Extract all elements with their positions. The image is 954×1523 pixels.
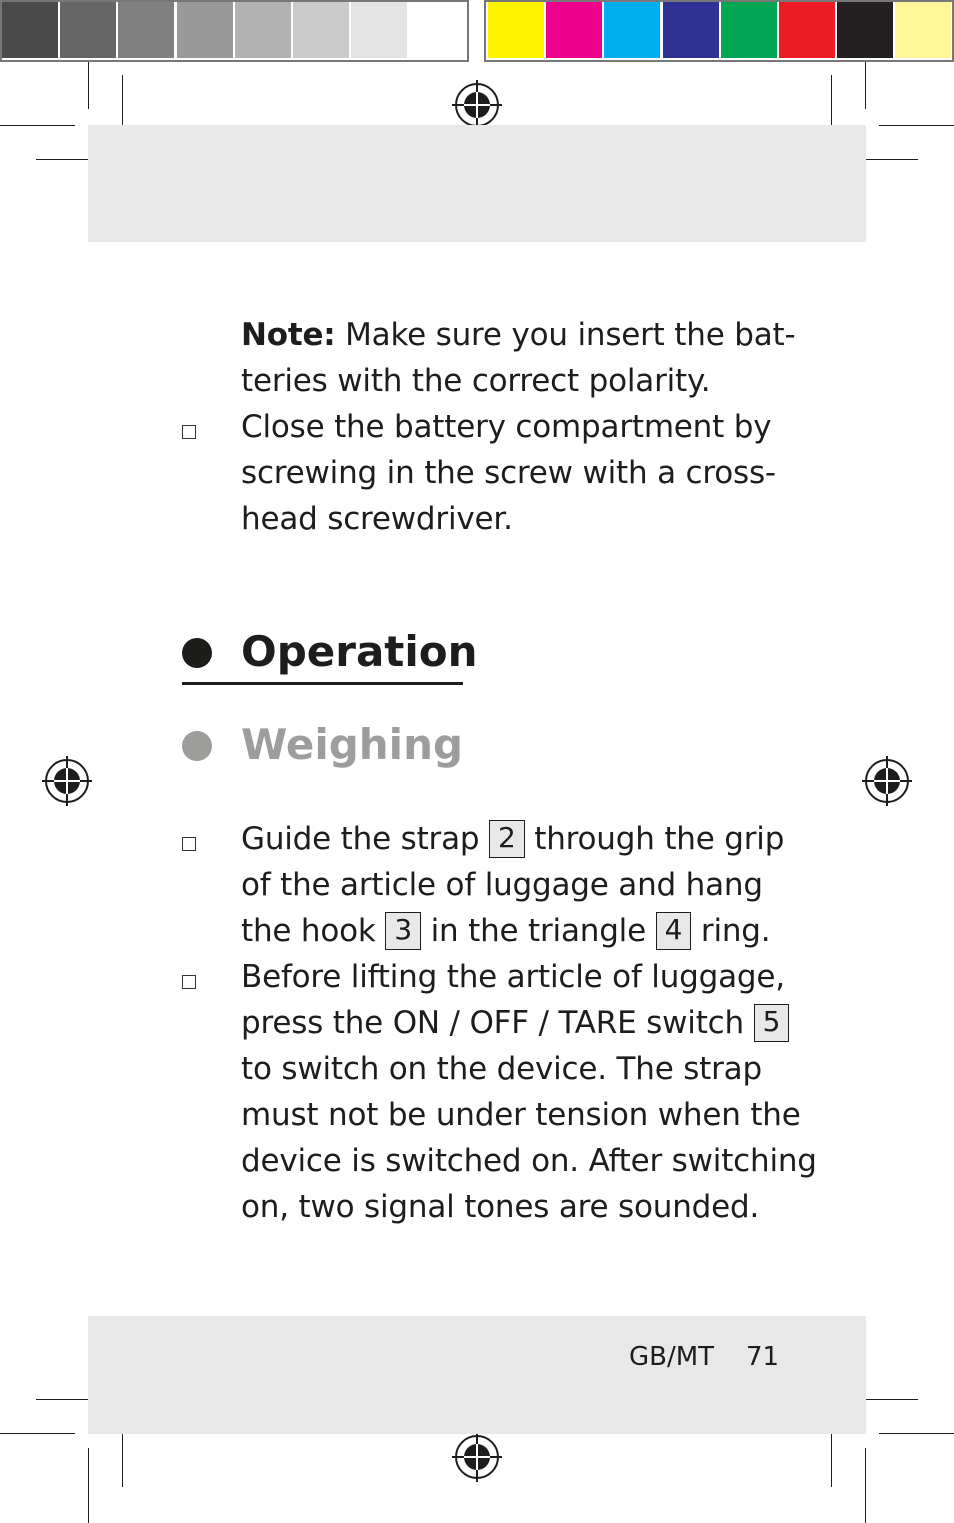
header-band: [88, 125, 866, 242]
checkbox-bullet-icon: [182, 837, 196, 851]
ref-number-strap: 2: [489, 820, 525, 858]
process-color-swatch: [488, 2, 544, 58]
ref-number-hook: 3: [385, 912, 421, 950]
registration-mark-icon: [452, 80, 502, 130]
registration-mark-icon: [862, 756, 912, 806]
section-dot-icon: [182, 638, 212, 668]
note-label: Note:: [241, 317, 336, 353]
gray-swatch: [177, 2, 233, 58]
gray-swatch: [60, 2, 116, 58]
gray-swatch: [2, 2, 58, 58]
footer-band: [88, 1316, 866, 1434]
gray-swatch: [409, 2, 465, 58]
ref-number-switch: 5: [754, 1004, 790, 1042]
lift-luggage-step: Before lifting the article of luggage, press the ON / OFF / TARE switch 5 to switch on the device. The strap must not be under tension when the device is switched on. After switching on, two signal tones are sounded.: [241, 959, 817, 1225]
close-battery-step: Close the battery compartment by screwing in the screw with a cross- head screwdriver.: [241, 409, 776, 537]
gray-swatch: [235, 2, 291, 58]
process-color-swatch: [663, 2, 719, 58]
section-heading-weighing: Weighing: [241, 720, 464, 769]
process-color-swatch: [721, 2, 777, 58]
gray-swatch: [293, 2, 349, 58]
page-number: 71: [746, 1342, 780, 1372]
footer-region-code: GB/MT: [629, 1342, 715, 1372]
process-color-swatch: [546, 2, 602, 58]
gray-swatch: [118, 2, 174, 58]
guide-strap-step: Guide the strap 2 through the grip of the article of luggage and hang the hook 3 in the triangle 4 ring.: [241, 821, 785, 949]
heading-underline: [182, 682, 463, 685]
section-heading-operation: Operation: [241, 627, 478, 676]
gray-swatch: [351, 2, 407, 58]
process-color-swatch: [604, 2, 660, 58]
note-paragraph: Note: Make sure you insert the bat- teries with the correct polarity.: [241, 317, 796, 399]
process-color-swatch: [837, 2, 893, 58]
ref-number-ring: 4: [656, 912, 692, 950]
subsection-dot-icon: [182, 731, 212, 761]
process-color-swatch: [895, 2, 951, 58]
registration-mark-icon: [452, 1432, 502, 1482]
registration-mark-icon: [42, 756, 92, 806]
process-color-swatch: [779, 2, 835, 58]
checkbox-bullet-icon: [182, 425, 196, 439]
checkbox-bullet-icon: [182, 975, 196, 989]
